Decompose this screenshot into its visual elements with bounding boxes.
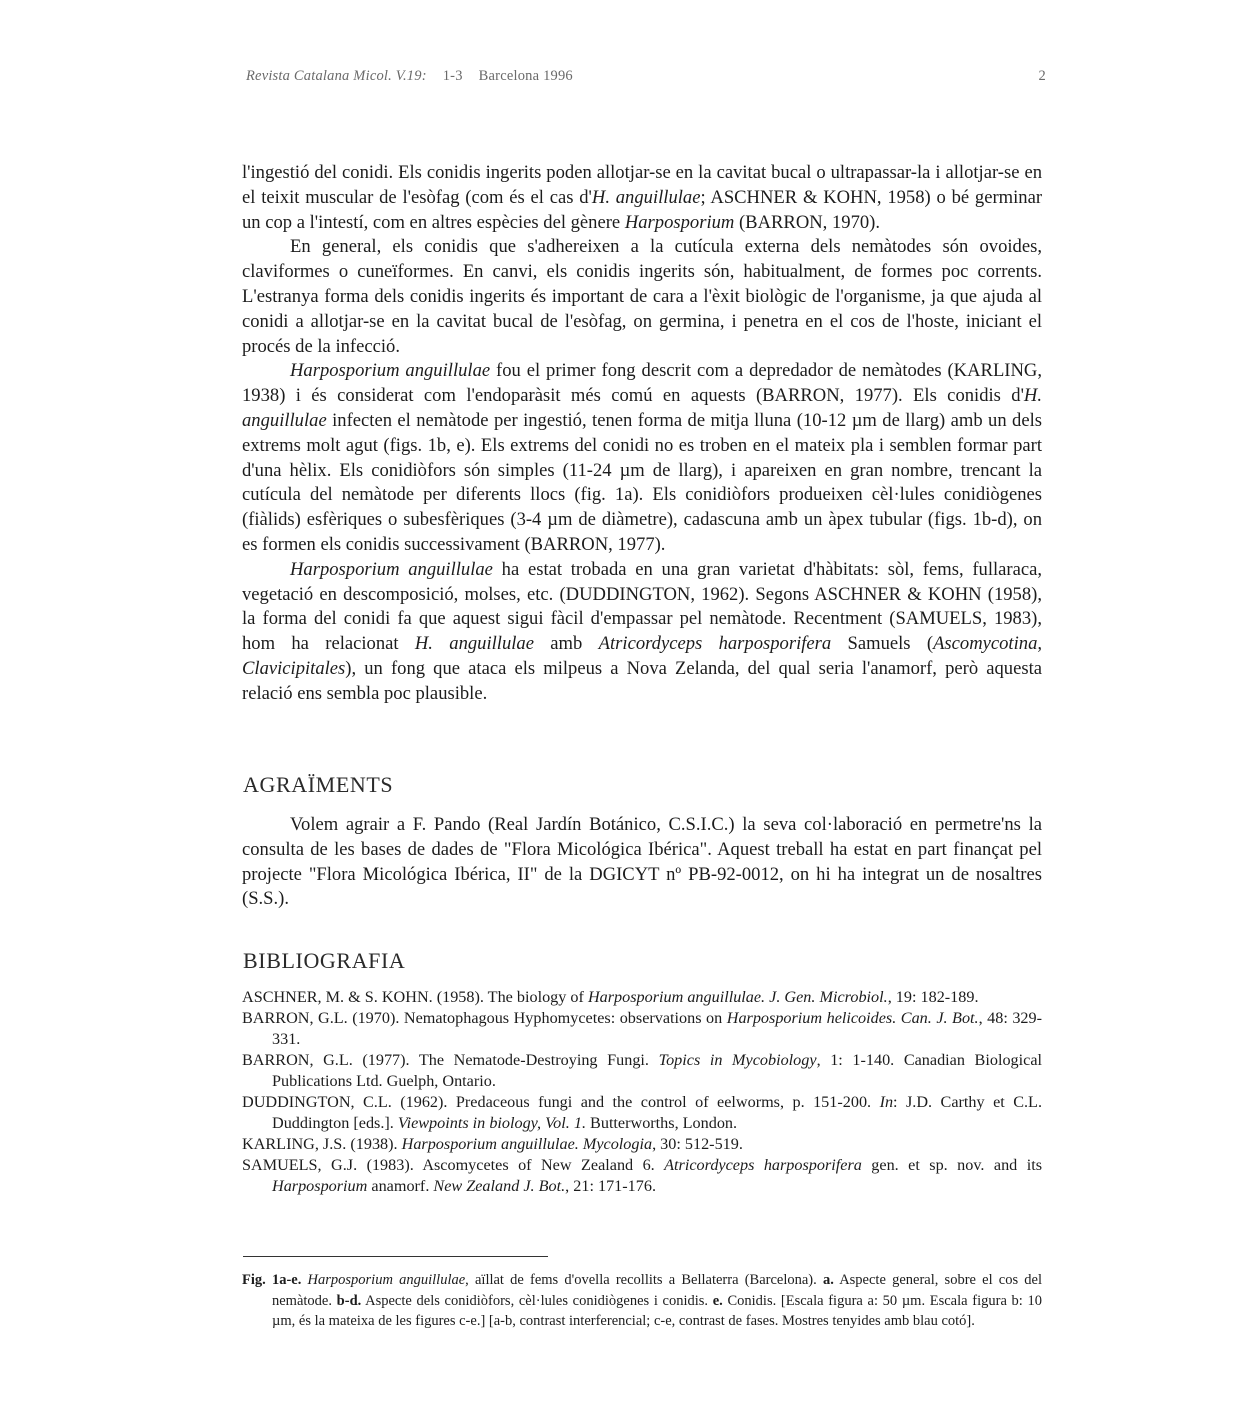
ref-text: KARLING, J.S. (1938). [242,1135,402,1153]
reference-list [242,987,1042,1197]
ref-italic: Harposporium helicoides. Can. J. Bot. [726,1009,979,1027]
reference-item [242,987,1042,1008]
text-run: (BARRON, 1970). [734,211,880,233]
text-run: amb [533,633,599,655]
caption-panel-label: b-d. [336,1292,362,1309]
species-name: H. anguillulae [414,633,534,655]
figure-caption [242,1270,1042,1332]
text-run: fou el primer fong descrit com a depredador de nemàtodes (KARLING, 1938) i és considerat com l'endoparàsit més comú en aquests (BARRON, 1977). Els conidis d' [242,360,1042,407]
text-run: ), un fong que ataca els milpeus a Nova Zelanda, del qual seria l'anamorf, però aquesta relació ens sembla poc plausible. [242,657,1042,704]
genus-name: Harposporium [624,211,735,233]
reference-item [242,1008,1042,1050]
ref-text: SAMUELS, G.J. (1983). Ascomycetes of New Zealand 6. [242,1156,665,1174]
caption-label: Fig. 1a-e. [242,1272,302,1288]
text-run: Samuels ( [831,633,934,655]
reference-item [242,1092,1042,1134]
ref-text: , 21: 171-176. [565,1177,656,1195]
acknowledgements-paragraph: Volem agrair a F. Pando (Real Jardín Botánico, C.S.I.C.) la seva col·laboració en permetre'ns la consulta de les bases de dades de "Flora Micológica Ibérica". Aquest treball ha estat en part finançat pel projecte "Flora Micológica Ibérica, II" de la DGICYT nº PB-92-0012, on hi ha integrat un de nosaltres (S.S.). [242,814,1042,910]
ref-italic: Harposporium anguillulae. Mycologia [401,1135,653,1153]
text-run: ; ASCHNER & KOHN, 1958) o bé germinar un cop a l'intestí, com en altres espècies del gènere [242,186,1043,233]
ref-text: BARRON, G.L. (1977). The Nematode-Destroying Fungi. [242,1051,659,1069]
ref-text: BARRON, G.L. (1970). Nematophagous Hyphomycetes: observations on [242,1009,727,1027]
bibliography-heading: BIBLIOGRAFIA [243,948,406,973]
journal-pages: 1-3 [442,68,463,84]
caption-panel-label: a. [822,1272,834,1288]
species-name: Harposporium anguillulae [290,360,491,382]
caption-text: Aspecte general, sobre el cos del nemàtode. [272,1272,1043,1309]
ref-italic: Harposporium [272,1177,368,1195]
footnote-rule [243,1256,548,1257]
ref-italic: In [879,1093,894,1111]
journal-name: Revista Catalana Micol. V.19: [246,68,427,84]
species-name: Harposporium anguillulae [290,558,493,580]
text-run: l'ingestió del conidi. Els conidis ingerits poden allotjar-se en la cavitat bucal o ultrapassar-la i allotjar-se en el teixit muscular de l'esòfag (com és el cas d' [242,162,1042,208]
text-run: infecten el nemàtode per ingestió, tenen forma de mitja lluna (10-12 µm de llarg) amb un dels extrems molt agut (figs. 1b, e). Els extrems del conidi no es troben en el mateix pla i semblen formar part d'una hèlix. Els conidiòfors són simples (11-24 µm de llarg), i apareixen en gran nombre, trencant la cutícula del nemàtode per diferents llocs (fig. 1a). Els conidiòfors produeixen cèl·lules conidiògenes (fiàlids) esfèriques o subesfèriques (3-4 µm de diàmetre), cadascuna amb un àpex tubular (figs. 1b-d), on es formen els conidis successivament (BARRON, 1977). [242,409,1042,555]
ref-text: , 1: 1-140. Canadian Biological Publications Ltd. Guelph, Ontario. [272,1051,1042,1090]
reference-item [242,1050,1042,1092]
paragraph-1 [242,161,1042,235]
reference-item [242,1155,1042,1197]
journal-city-year: Barcelona 1996 [478,68,573,84]
caption-panel-label: e. [712,1292,723,1309]
caption-text: , aïllat de fems d'ovella recollits a Bellaterra (Barcelona). [465,1272,823,1288]
taxon-name: Ascomycotina, Clavicipitales [242,633,1043,679]
paragraph-2: En general, els conidis que s'adhereixen a la cutícula externa dels nemàtodes són ovoides, claviformes o cuneïformes. En canvi, els conidis ingerits són, habitualment, de formes poc corrents. L'estranya forma dels conidis ingerits és important de cara a l'èxit biològic de l'organisme, ja que ajuda al conidi a allotjar-se en la cavitat bucal de l'esòfag, on germina, i penetra en el cos de l'hoste, iniciant el procés de la infecció. [242,236,1042,357]
paragraph-4 [242,558,1042,707]
ref-italic: Viewpoints in biology, Vol. 1. [397,1114,586,1132]
ref-text: anamorf. [367,1177,434,1195]
ref-italic: New Zealand J. Bot. [433,1177,566,1195]
text-run: ha estat trobada en una gran varietat d'hàbitats: sòl, fems, fullaraca, vegetació en descomposició, molses, etc. (DUDDINGTON, 1962). Segons ASCHNER & KOHN (1958), la forma del conidi fa que aquest sigui fàcil d'empassar pel nemàtode. Recentment (SAMUELS, 1983), hom ha relacionat [242,558,1043,655]
ref-text: : J.D. Carthy et C.L. Duddington [eds.]. [272,1093,1042,1132]
reference-item [242,1134,1042,1155]
page-number: 2 [1038,68,1046,84]
caption-text: Conidis. [Escala figura a: 50 µm. Escala figura b: 10 µm, és la mateixa de les figures c-e.] [a-b, contrast interferencial; c-e, contrast de fases. Mostres tenyides amb blau cotó]. [272,1292,1042,1329]
paragraph-3 [242,359,1042,557]
ref-italic: Harposporium anguillulae. J. Gen. Microbiol. [587,988,888,1006]
species-name: H. anguillulae [242,385,1042,431]
acknowledgements-heading: AGRAÏMENTS [243,772,394,797]
running-head [246,68,1046,85]
main-text [242,161,1042,707]
species-name: Harposporium anguillulae [307,1272,466,1288]
ref-text: , 30: 512-519. [652,1135,743,1153]
species-name: H. anguillulae [591,186,701,208]
ref-text: Butterworths, London. [586,1114,738,1132]
acknowledgements-text [242,813,1042,912]
caption-text: Aspecte dels conidiòfors, cèl·lules conidiògenes i conidis. [361,1292,713,1309]
ref-text: , 48: 329-331. [272,1009,1043,1048]
ref-text: gen. et sp. nov. and its [861,1156,1042,1174]
ref-text: , 19: 182-189. [887,988,979,1006]
caption-paragraph [242,1270,1042,1332]
species-name: Atricordyceps harposporifera [598,633,832,655]
ref-text: ASCHNER, M. & S. KOHN. (1958). The biology of [242,988,588,1006]
ref-italic: Topics in Mycobiology [658,1051,817,1069]
ref-text: DUDDINGTON, C.L. (1962). Predaceous fungi and the control of eelworms, p. 151-200. [242,1093,880,1111]
ref-italic: Atricordyceps harposporifera [664,1156,862,1174]
